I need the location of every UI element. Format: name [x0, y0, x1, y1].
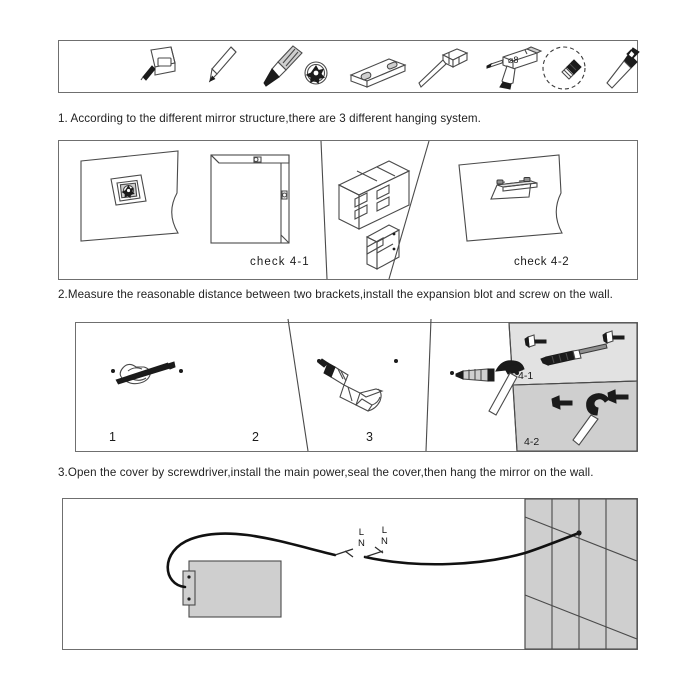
tape-measure-icon — [141, 47, 175, 80]
drill-diameter-label: ⌀8 — [508, 55, 519, 65]
drill-bit-callout-icon — [543, 47, 585, 89]
step2-label-3: 3 — [366, 430, 373, 444]
step2-label-1: 1 — [109, 430, 116, 444]
tools-panel — [58, 40, 638, 93]
terminal-left-L: L — [358, 527, 365, 538]
step-2-caption: 2.Measure the reasonable distance between two brackets,install the expansion blot and screw on the wall. — [58, 288, 613, 301]
pencil-icon — [210, 47, 236, 81]
terminal-right-label — [381, 526, 388, 547]
divider-2 — [389, 141, 429, 279]
divider-b — [426, 319, 431, 451]
check-4-1-text: check 4-1 — [250, 256, 310, 268]
step2-label-2: 2 — [252, 430, 259, 444]
mirror-with-keyhole-plate-icon — [81, 151, 178, 241]
wall-bracket-pair-icon — [339, 161, 409, 269]
step-1-caption: 1. According to the different mirror structure,there are 3 different hanging system. — [58, 112, 481, 125]
wrench-icon — [607, 48, 639, 88]
terminal-left-label — [358, 528, 365, 549]
terminal-right-L: L — [381, 525, 388, 536]
check-4-2-text: check 4-2 — [514, 256, 570, 268]
mirror-frame-with-clips-icon — [211, 155, 289, 243]
mirror-with-rail-bracket-icon — [459, 155, 562, 241]
divider-a — [288, 319, 308, 451]
screwdriver-icon — [264, 46, 327, 86]
drill-holes-icon — [317, 359, 398, 411]
electric-drill-icon — [487, 47, 541, 89]
junction-box-icon — [183, 561, 281, 617]
terminal-left-N: N — [358, 537, 365, 549]
terminal-left-icon — [335, 549, 353, 557]
mark-points-with-pencil-icon — [111, 362, 183, 384]
divider-1 — [321, 141, 327, 279]
hammer-icon — [419, 49, 467, 87]
step-2-panel — [75, 322, 638, 452]
wall-connection-point — [576, 530, 581, 535]
tiled-wall-icon — [525, 499, 637, 649]
step2-label-4-2: 4-2 — [524, 436, 540, 448]
step-1-panel — [58, 140, 638, 280]
step-3-panel — [62, 498, 638, 650]
spirit-level-icon — [351, 59, 405, 87]
terminal-right-icon — [365, 547, 383, 557]
step-3-caption: 3.Open the cover by screwdriver,install the main power,seal the cover,then hang the mirror on the wall. — [58, 466, 594, 479]
step2-label-4-1: 4-1 — [518, 370, 534, 382]
terminal-right-N: N — [381, 535, 388, 547]
